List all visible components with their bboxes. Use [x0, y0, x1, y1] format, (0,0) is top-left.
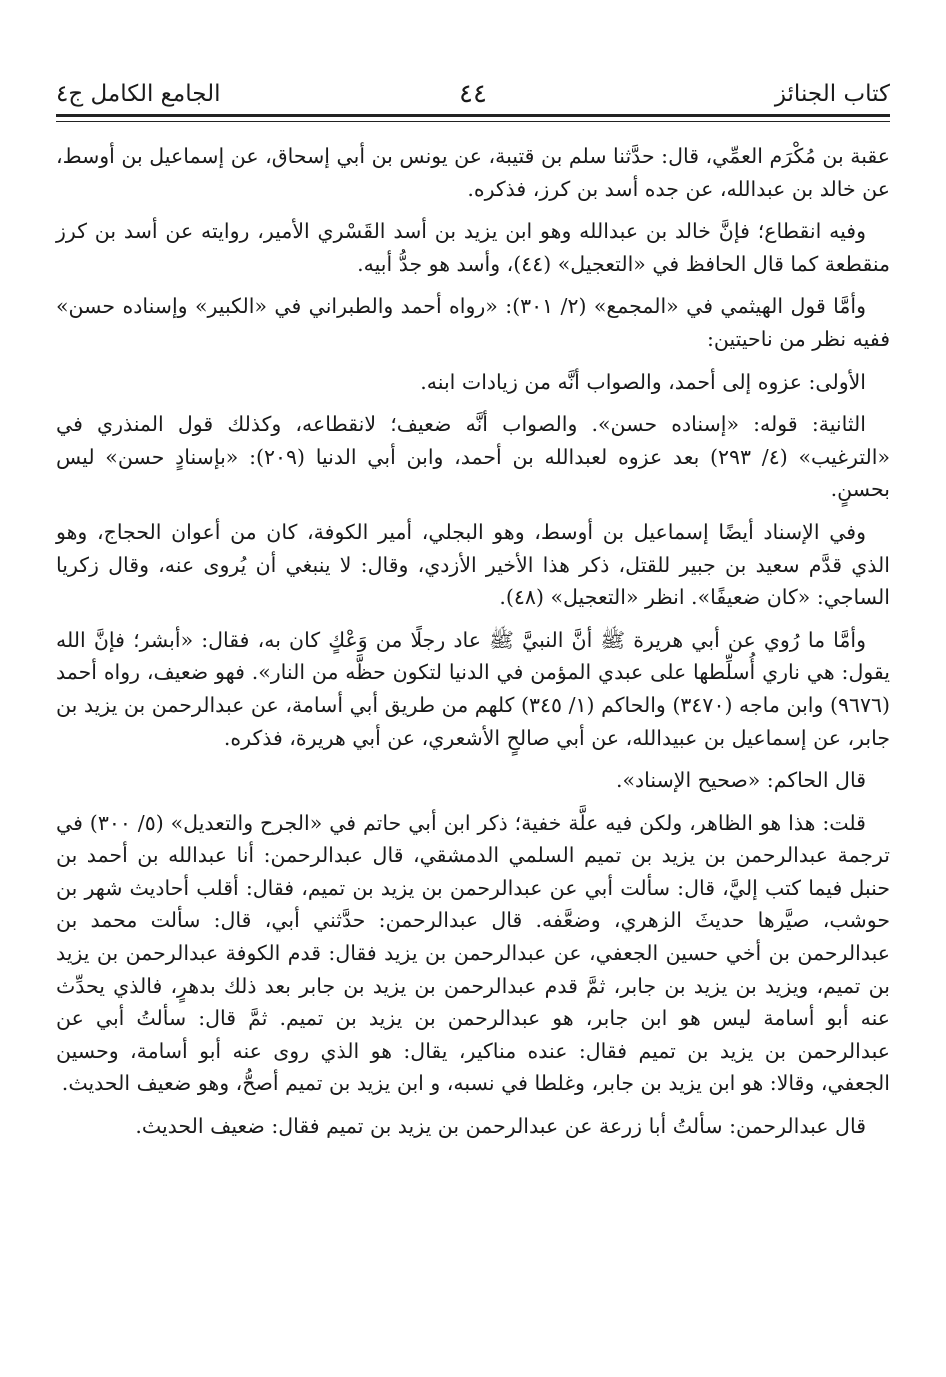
paragraph: وأمَّا ما رُوي عن أبي هريرة ﷺ أنَّ النبيَّ ﷺ عاد رجلًا من وَعْكٍ كان به، فقال: «أبشر؛ فإنَّ الله يقول: هي ناري أُسلِّطها على عبدي المؤمن في الدنيا لتكون حظَّه من النار». فهو ضعيف، رواه أحمد (٩٦٧٦) وابن ماجه (٣٤٧٠) والحاكم (١/ ٣٤٥) كلهم من طريق أبي أسامة، عن عبدالرحمن بن يزيد بن جابر، عن إسماعيل بن عبيدالله، عن أبي صالحٍ الأشعري، عن أبي هريرة، فذكره.: [56, 627, 890, 750]
paragraph: وفي الإسناد أيضًا إسماعيل بن أوسط، وهو البجلي، أمير الكوفة، كان من أعوان الحجاج، وهو الذي قدَّم سعيد بن جبير للقتل، ذكر هذا الأخير الأزدي، وقال: لا ينبغي أن يُروى عنه، وقال زكريا الساجي: «كان ضعيفًا». انظر «التعجيل» (٤٨).: [56, 519, 890, 610]
header-rule-thick: [56, 114, 890, 117]
paragraph: الأولى: عزوه إلى أحمد، والصواب أنَّه من زيادات ابنه.: [420, 369, 866, 394]
paragraph: قال الحاكم: «صحيح الإسناد».: [615, 768, 866, 793]
running-header: [56, 72, 890, 108]
header-book-title: الجامع الكامل ج٤: [56, 81, 221, 107]
page-body: [56, 140, 890, 1153]
paragraph: الثانية: قوله: «إسناده حسن». والصواب أنَّه ضعيف؛ لانقطاعه، وكذلك قول المنذري في «الترغيب» (٤/ ٢٩٣) بعد عزوه لعبدالله بن أحمد، وابن أبي الدنيا (٢٠٩): «بإسنادٍ حسن» ليس بحسنٍ.: [56, 412, 890, 502]
paragraph: وأمَّا قول الهيثمي في «المجمع» (٢/ ٣٠١): «رواه أحمد والطبراني في «الكبير» وإسناده حسن» ففيه نظر من ناحيتين:: [56, 294, 890, 351]
paragraph: قلت: هذا هو الظاهر، ولكن فيه علَّة خفية؛ ذكر ابن أبي حاتم في «الجرح والتعديل» (٥/ ٣٠٠) في ترجمة عبدالرحمن بن يزيد بن تميم السلمي الدمشقي، قال عبدالرحمن: أنا عبدالله بن أحمد بن حنبل فيما كتب إليَّ، قال: سألت أبي عن عبدالرحمن بن يزيد بن تميم، فقال: أقلب أحاديث شهر بن حوشب، صيَّرها حديثَ الزهري، وضعَّفه. قال عبدالرحمن: حدَّثني أبي، قال: سألت محمد بن عبدالرحمن بن أخي حسين الجعفي، عن عبدالرحمن بن يزيد فقال: قدم الكوفة عبدالرحمن بن يزيد بن تميم، ويزيد بن يزيد بن جابر، ثمَّ قدم عبدالرحمن بن يزيد بن جابر بعد ذلك بدهرٍ، فالذي يحدِّث عنه أبو أسامة ليس هو ابن جابر، هو عبدالرحمن بن يزيد بن تميم. ثمَّ قال: سألتُ أبي عن عبدالرحمن بن يزيد بن تميم فقال: عنده مناكير، يقال: هو الذي روى عنه أبو أسامة، وحسين الجعفي، وقالا: هو ابن يزيد بن جابر، وغلطا في نسبه، و ابن يزيد بن تميم أصحُّ، وهو ضعيف الحديث.: [56, 810, 890, 1096]
paragraph: عقبة بن مُكْرَم العمِّي، قال: حدَّثنا سلم بن قتيبة، عن يونس بن أبي إسحاق، عن إسماعيل بن أوسط، عن خالد بن عبدالله، عن جده أسد بن كرز، فذكره.: [56, 144, 890, 201]
paragraph: وفيه انقطاع؛ فإنَّ خالد بن عبدالله وهو ابن يزيد بن أسد القَسْري الأمير، روايته عن أسد بن كرز منقطعة كما قال الحافظ في «التعجيل» (٤٤)، وأسد هو جدُّ أبيه.: [56, 219, 890, 276]
header-chapter-title: كتاب الجنائز: [774, 81, 890, 107]
paragraph: قال عبدالرحمن: سألتُ أبا زرعة عن عبدالرحمن بن يزيد بن تميم فقال: ضعيف الحديث.: [135, 1114, 866, 1139]
header-rule-thin: [56, 121, 890, 122]
page-number: ٤٤: [459, 79, 487, 109]
